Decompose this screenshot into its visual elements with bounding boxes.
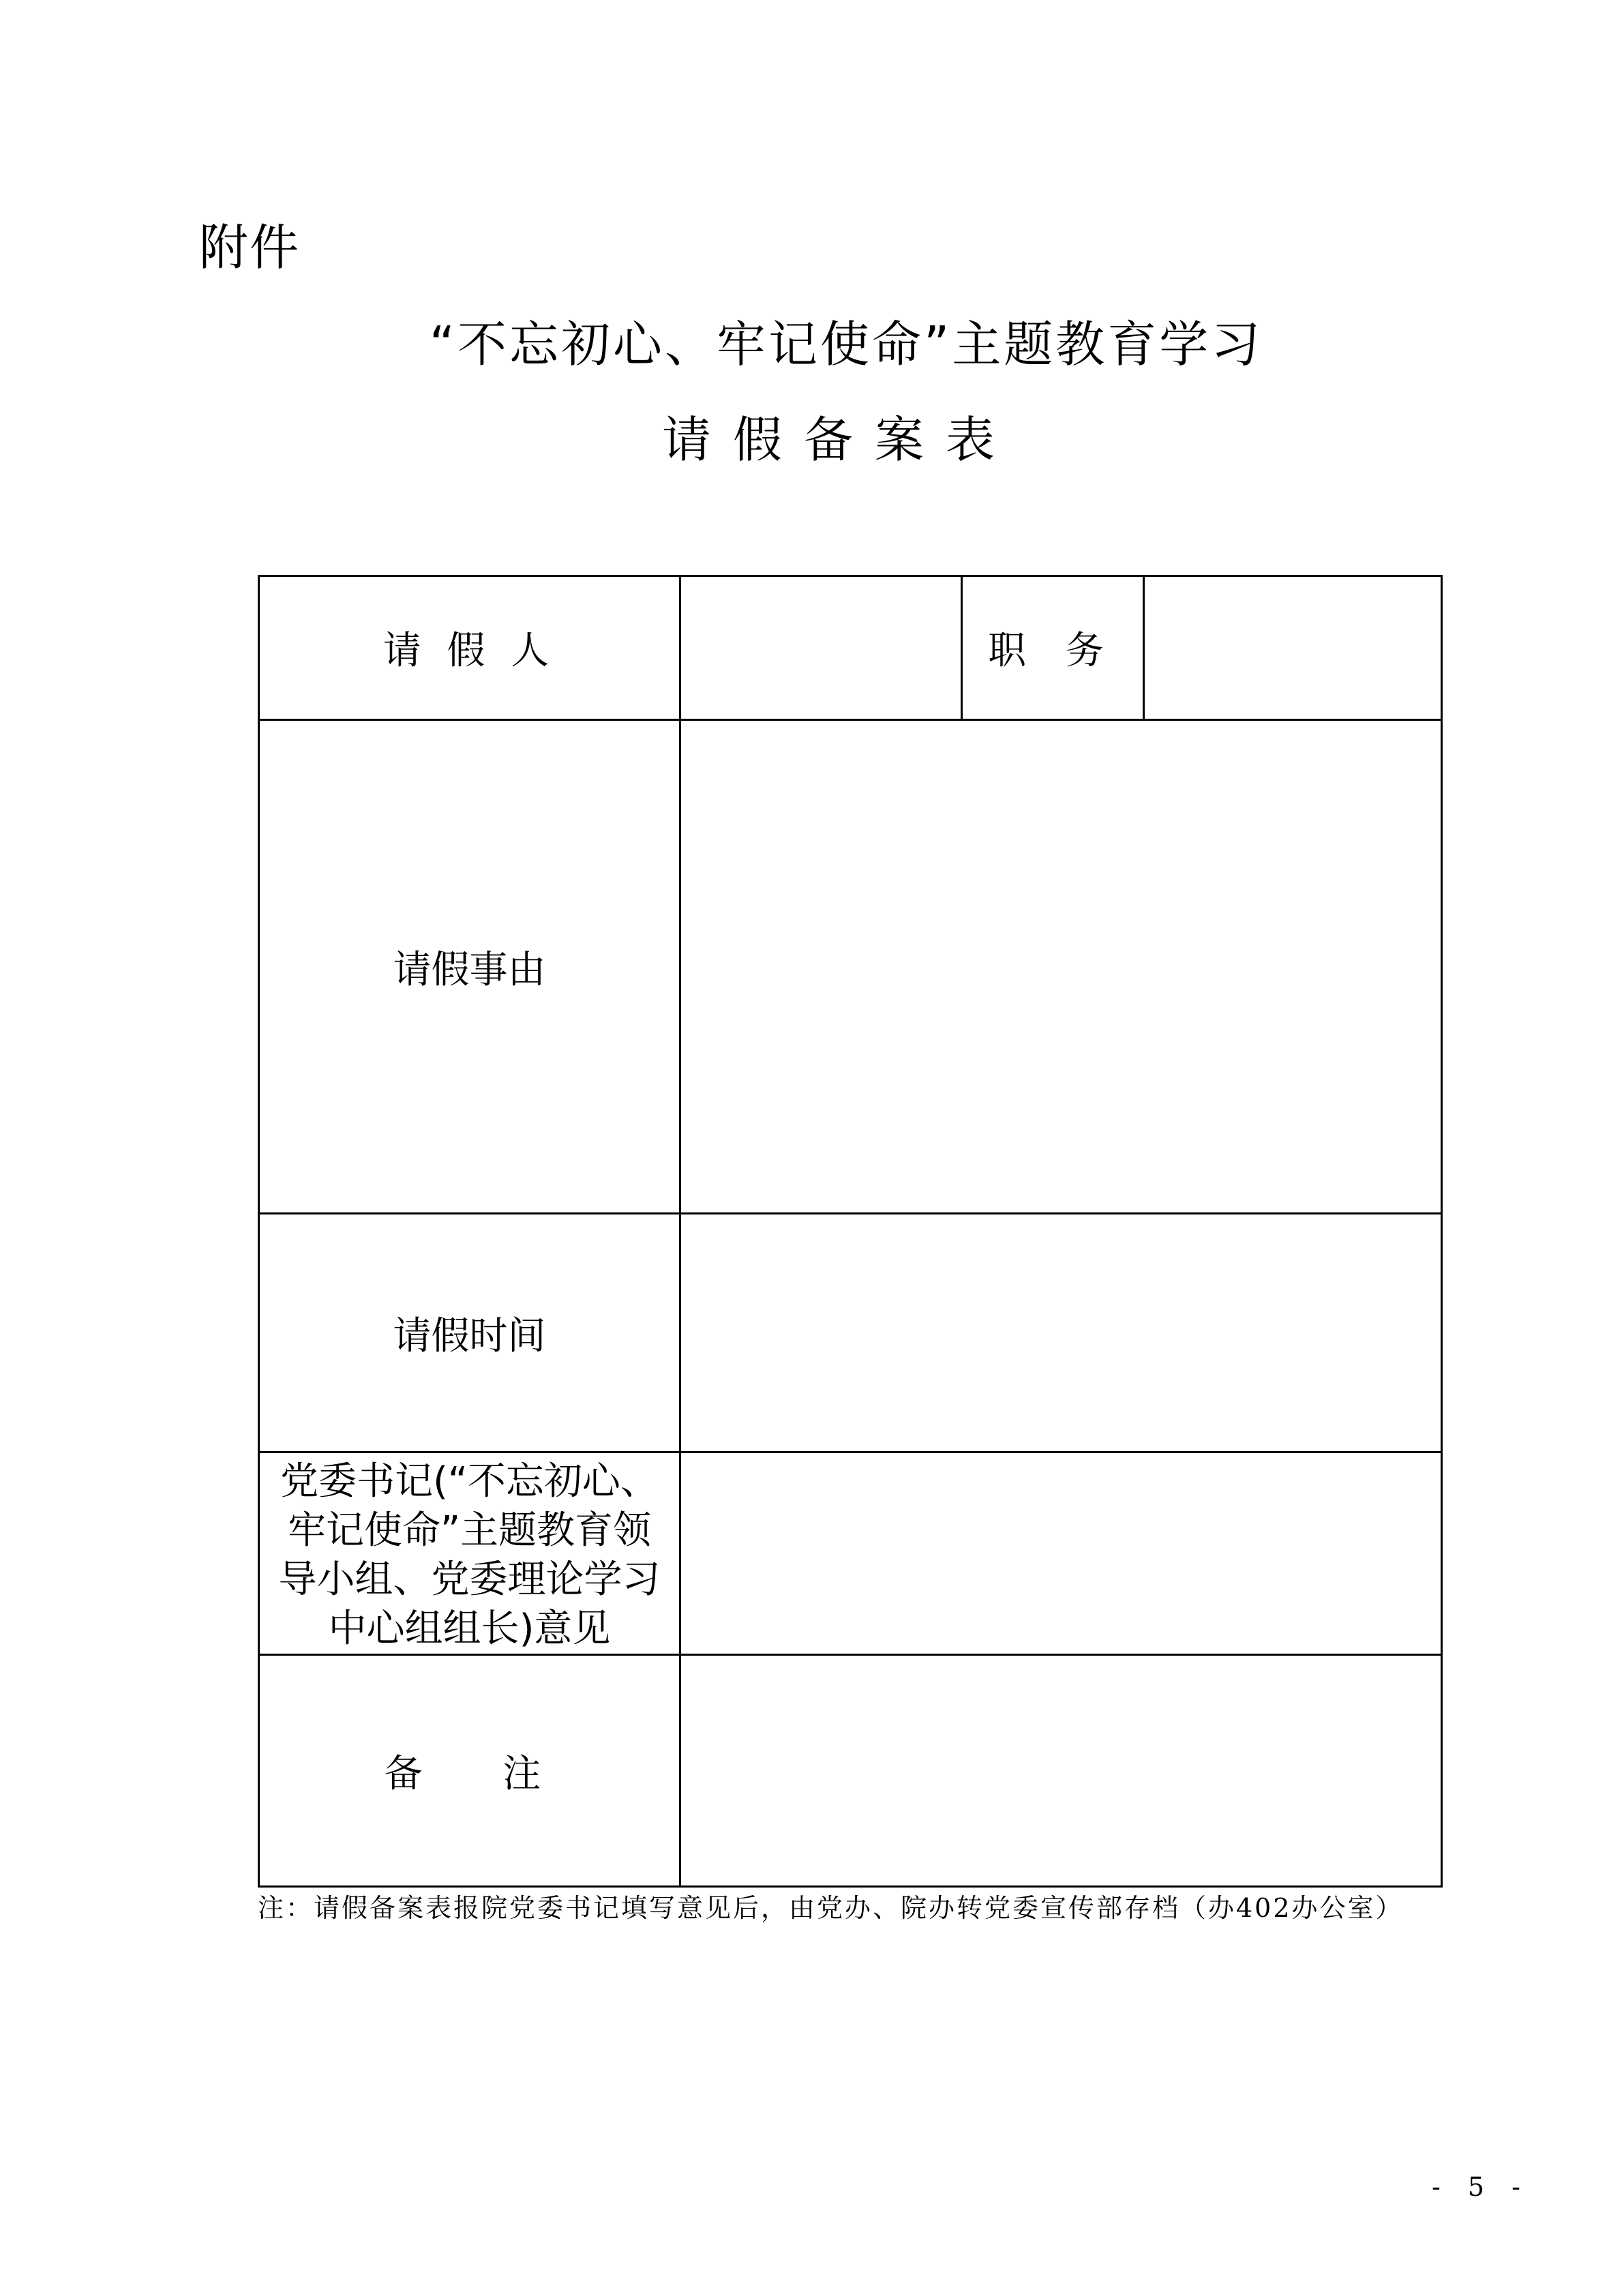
applicant-row bbox=[259, 576, 1442, 720]
remarks-value-cell[interactable] bbox=[680, 1655, 1442, 1887]
time-value-cell[interactable] bbox=[680, 1214, 1442, 1452]
remarks-label: 备 注 bbox=[259, 1655, 680, 1887]
opinion-row bbox=[259, 1452, 1442, 1655]
position-label: 职 务 bbox=[962, 576, 1144, 720]
time-label: 请假时间 bbox=[259, 1214, 680, 1452]
reason-row bbox=[259, 720, 1442, 1214]
leave-record-form bbox=[258, 575, 1443, 1888]
footnote: 注：请假备案表报院党委书记填写意见后，由党办、院办转党委宣传部存档（办402办公室） bbox=[258, 1893, 1404, 1923]
opinion-label: 党委书记(“不忘初心、牢记使命”主题教育领导小组、党委理论学习中心组组长)意见 bbox=[259, 1452, 680, 1655]
position-value-cell[interactable] bbox=[1144, 576, 1442, 720]
form-title: 请假备案表 bbox=[661, 411, 1017, 468]
opinion-value-cell[interactable] bbox=[680, 1452, 1442, 1655]
reason-label: 请假事由 bbox=[259, 720, 680, 1214]
applicant-label: 请 假 人 bbox=[259, 576, 680, 720]
time-row bbox=[259, 1214, 1442, 1452]
page-number: - 5 - bbox=[1432, 2172, 1531, 2202]
reason-value-cell[interactable] bbox=[680, 720, 1442, 1214]
remarks-row bbox=[259, 1655, 1442, 1887]
document-title: “不忘初心、牢记使命”主题教育学习 bbox=[429, 316, 1263, 373]
attachment-label: 附件 bbox=[199, 219, 301, 276]
applicant-value-cell[interactable] bbox=[680, 576, 962, 720]
